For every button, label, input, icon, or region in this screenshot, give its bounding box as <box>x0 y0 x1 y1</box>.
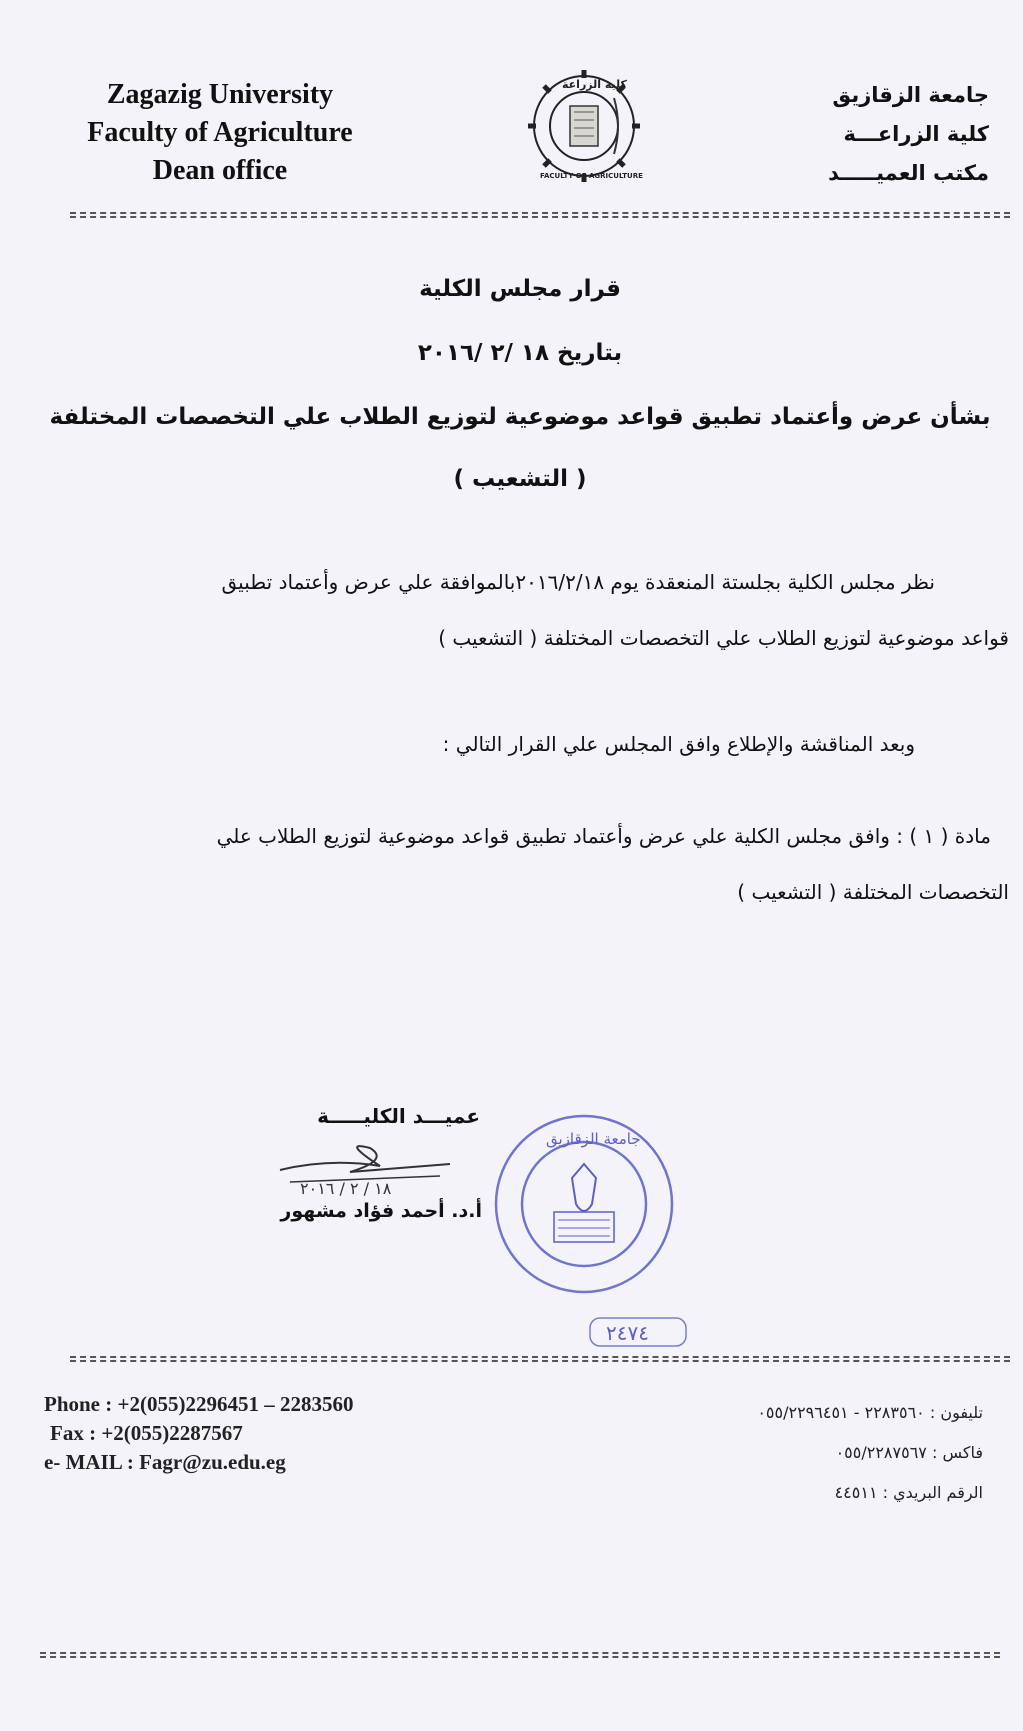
office-name-en: Dean office <box>152 155 288 186</box>
footer-divider <box>70 1356 1010 1362</box>
stamp-number <box>588 1312 688 1352</box>
official-stamp <box>488 1100 688 1310</box>
postal-code-ar: الرقم البريدي : ٤٤٥١١ <box>834 1483 983 1502</box>
office-name-ar: مكتب العميـــــد <box>828 161 989 185</box>
decision-date: بتاريخ ١٨ /٢ /٢٠١٦ <box>417 340 623 366</box>
decision-subject-tag: ( التشعيب ) <box>453 466 587 492</box>
faculty-name-ar: كلية الزراعـــة <box>843 122 989 146</box>
decision-title: قرار مجلس الكلية <box>419 276 621 302</box>
faculty-name-en: Faculty of Agriculture <box>87 117 353 148</box>
university-name-en: Zagazig University <box>106 79 334 110</box>
body-paragraph-1-line-1: نظر مجلس الكلية بجلستة المنعقدة يوم ٢٠١٦/٢/١٨بالموافقة علي عرض وأعتماد تطبيق <box>221 570 935 594</box>
header-divider <box>70 212 1010 218</box>
svg-text:FACULTY OF AGRICULTURE: FACULTY OF AGRICULTURE <box>540 172 643 180</box>
svg-text:١٨ / ٢ / ٢٠١٦: ١٨ / ٢ / ٢٠١٦ <box>300 1179 392 1198</box>
phone-ar: تليفون : ٢٢٨٣٥٦٠ - ٠٥٥/٢٢٩٦٤٥١ <box>757 1403 983 1422</box>
dean-title: عميـــد الكليـــــة <box>317 1104 480 1128</box>
faculty-logo <box>518 64 650 186</box>
fax-en: Fax : +2(055)2287567 <box>50 1421 243 1445</box>
fax-ar: فاكس : ٠٥٥/٢٢٨٧٥٦٧ <box>835 1443 983 1462</box>
contact-arabic <box>563 1393 983 1513</box>
body-paragraph-1-line-2: قواعد موضوعية لتوزيع الطلاب علي التخصصات المختلفة ( التشعيب ) <box>438 626 1009 650</box>
university-name-ar: جامعة الزقازيق <box>832 83 989 107</box>
svg-text:٢٤٧٤: ٢٤٧٤ <box>606 1321 649 1345</box>
body-paragraph-2: وبعد المناقشة والإطلاع وافق المجلس علي القرار التالي : <box>442 732 915 756</box>
svg-text:كلية الزراعة: كلية الزراعة <box>562 78 627 91</box>
contact-english <box>44 1390 464 1477</box>
dean-name: أ.د. أحمد فؤاد مشهور <box>280 1200 482 1222</box>
phone-en: Phone : +2(055)2296451 – 2283560 <box>44 1392 354 1416</box>
article-1-line-1: مادة ( ١ ) : وافق مجلس الكلية علي عرض وأعتماد تطبيق قواعد موضوعية لتوزيع الطلاب علي <box>216 824 991 848</box>
decision-subject: بشأن عرض وأعتماد تطبيق قواعد موضوعية لتوزيع الطلاب علي التخصصات المختلفة <box>49 404 991 430</box>
handwritten-signature <box>270 1130 470 1210</box>
svg-text:جامعة الزقازيق: جامعة الزقازيق <box>546 1130 641 1148</box>
header-english <box>40 76 400 190</box>
bottom-divider <box>40 1652 1000 1658</box>
email-en: e- MAIL : Fagr@zu.edu.eg <box>44 1450 286 1474</box>
header-arabic <box>729 76 989 193</box>
article-1-line-2: التخصصات المختلفة ( التشعيب ) <box>737 880 1009 904</box>
